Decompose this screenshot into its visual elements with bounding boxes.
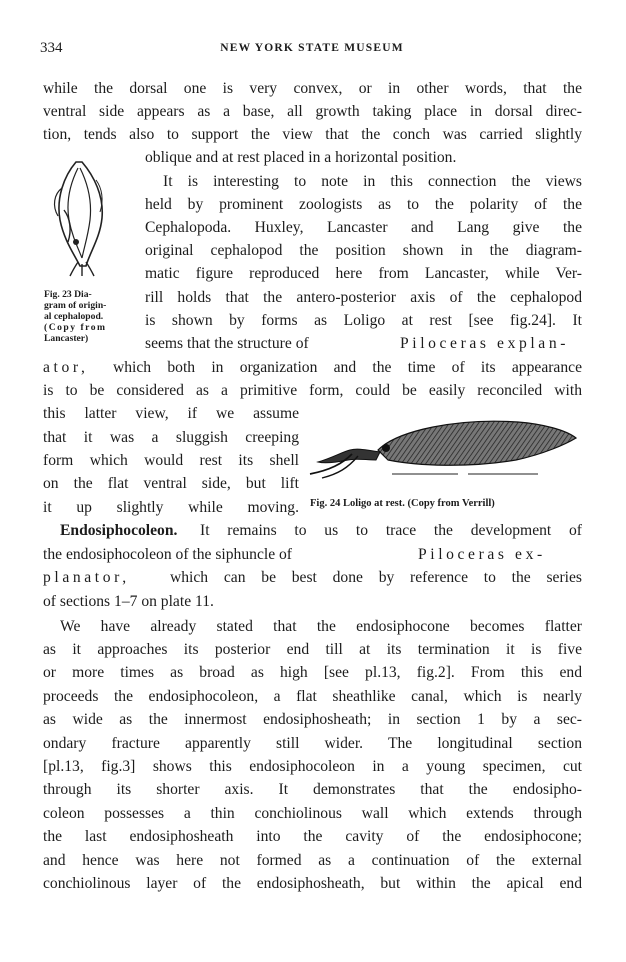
text-line: that it was a sluggish creeping <box>43 429 299 446</box>
species-name: Piloceras explan- <box>400 335 570 352</box>
page-number: 334 <box>40 40 63 56</box>
text-line: held by prominent zoologists as to the polarity of the <box>145 196 582 213</box>
text-line: as wide as the innermost endosiphosheath; in section 1 by a sec- <box>43 711 582 728</box>
fig23-caption-line: al cephalopod. <box>44 311 104 322</box>
text-line: rill holds that the antero-posterior axis of the cephalopod <box>145 289 582 306</box>
text-line: which both in organization and the time of its appearance <box>113 359 582 376</box>
species-name: planator, <box>43 569 130 586</box>
text-line: form which would rest its shell <box>43 452 299 469</box>
text-line: this latter view, if we assume <box>43 405 299 422</box>
text-line: or more times as broad as high [see pl.13, fig.2]. From this end <box>43 664 582 681</box>
fig24-loligo-illustration <box>308 408 580 488</box>
text-line: as it approaches its posterior end till at its termination it is five <box>43 641 582 658</box>
species-name: Piloceras ex- <box>418 546 546 563</box>
fig23-caption-line: Lancaster) <box>44 333 89 344</box>
fig23-cephalopod-diagram <box>42 158 120 278</box>
text-line: which can be best done by reference to the series <box>170 569 582 586</box>
text-line: oblique and at rest placed in a horizontal position. <box>145 149 457 166</box>
text-line: of sections 1–7 on plate 11. <box>43 593 214 610</box>
text-line: ventral side appears as a base, all growth taking place in dorsal direc- <box>43 103 582 120</box>
text-line: on the flat ventral side, but lift <box>43 475 299 492</box>
text-line: original cephalopod the position shown in the diagram- <box>145 242 582 259</box>
fig23-caption-line: Fig. 23 Dia- <box>44 289 92 300</box>
species-name: ator, <box>43 359 89 376</box>
text-line: while the dorsal one is very convex, or in other words, that the <box>43 80 582 97</box>
text-line: proceeds the endosiphocoleon, a flat sheathlike canal, which is nearly <box>43 688 582 705</box>
text-line: it up slightly while moving. <box>43 499 299 516</box>
text-line: It is interesting to note in this connection the views <box>163 173 582 190</box>
text-line: coleon possesses a thin conchiolinous wall which extends through <box>43 805 582 822</box>
text-line: tion, tends also to support the view that the conch was carried slightly <box>43 126 582 143</box>
text-line: the last endosiphosheath into the cavity of the endosiphocone; <box>43 828 582 845</box>
text-line: Cephalopoda. Huxley, Lancaster and Lang give the <box>145 219 582 236</box>
fig24-caption: Fig. 24 Loligo at rest. (Copy from Verrill) <box>310 498 495 509</box>
text-line: is shown by forms as Loligo at rest [see fig.24]. It <box>145 312 582 329</box>
text-line: [pl.13, fig.3] shows this endosiphocoleon in a young specimen, cut <box>43 758 582 775</box>
text-line: and hence was here not formed as a continuation of the external <box>43 852 582 869</box>
section-heading: Endosiphocoleon. <box>60 522 178 539</box>
fig23-caption-line: gram of origin- <box>44 300 107 311</box>
text-line: is to be considered as a primitive form, could be easily reconciled with <box>43 382 582 399</box>
text-line: matic figure reproduced here from Lancaster, while Ver- <box>145 265 582 282</box>
text-line: conchiolinous layer of the endosiphosheath, but within the apical end <box>43 875 582 892</box>
text-line: seems that the structure of <box>145 335 309 352</box>
text-line: ondary fracture apparently still wider. The longitudinal section <box>43 735 582 752</box>
page-header <box>40 40 584 60</box>
text-line: It remains to us to trace the development of <box>200 522 582 539</box>
text-line: the endosiphocoleon of the siphuncle of <box>43 546 293 563</box>
text-line: We have already stated that the endosiphocone becomes flatter <box>60 618 582 635</box>
text-line: through its shorter axis. It demonstrates that the endosipho- <box>43 781 582 798</box>
fig23-caption-line: (Copy from <box>44 322 107 333</box>
running-head: NEW YORK STATE MUSEUM <box>220 42 404 54</box>
